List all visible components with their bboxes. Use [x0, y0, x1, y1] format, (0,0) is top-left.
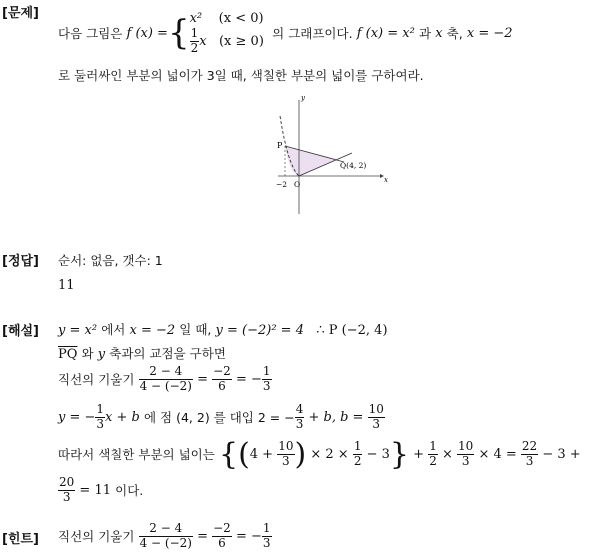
problem-fx: f (x) = [126, 25, 168, 41]
case1-expr: x² [189, 10, 203, 26]
origin-label: O [294, 180, 301, 189]
cases-block [190, 11, 264, 56]
problem-x-neg2: x = −2 [466, 25, 513, 41]
shaded-region [285, 146, 338, 176]
problem-x: x [435, 25, 443, 41]
neg2-label: −2 [276, 180, 288, 189]
graph-figure [268, 90, 392, 218]
problem-header: [문제] [2, 6, 39, 21]
problem-line-2: 로 둘러싸인 부분의 넓이가 3일 때, 색칠한 부분의 넓이를 구하여라. [58, 68, 424, 83]
answer-header: [정답] [2, 254, 39, 269]
solution-header: [해설] [2, 324, 39, 339]
solution-line-6: $\frac{20}{3}$ = 11 이다. [59, 474, 144, 504]
solution-line-4: y = − $\frac{1}{3}$ x + b 에 점 (4, 2) 를 대입 2 = − $\frac{4}{3}$ + b, b = $\frac{10}{3}$ [58, 401, 384, 431]
solution-line-5: 따라서 색칠한 부분의 넓이는 { ( 4 + $\frac{10}{3}$ ) × 2 × $\frac{1}{2}$ − 3 } + $\frac{1}{2}$ × $\frac{10}{3}$ × 4 = $\frac{22}{3}$ − 3 + [58, 436, 581, 472]
hint-header: [힌트] [2, 532, 39, 547]
case1-cond: (x < 0) [218, 10, 264, 26]
problem-text-f: 축, [446, 26, 463, 41]
answer-value: 11 [58, 278, 75, 293]
hint-line: 직선의 기울기 $\frac{2 - 4}{4 - (-2)}$ = $\frac{-2}{6}$ = − $\frac{1}{3}$ [58, 520, 271, 550]
case2-var: x [199, 33, 207, 49]
segment-pq: $\overline{PQ}$ [58, 347, 78, 362]
cases-brace: { [167, 13, 190, 53]
problem-text-a: 다음 그림은 [58, 26, 123, 41]
solution-line-3: 직선의 기울기 $\frac{2 - 4}{4 - (-2)}$ = $\frac{-2}{6}$ = − $\frac{1}{3}$ [58, 363, 271, 393]
case2-frac: $\frac{1}{2}$ [190, 25, 199, 55]
point-p-label: P [277, 141, 283, 150]
problem-fx2: f (x) = x² [356, 25, 415, 41]
problem-text-d: 과 [418, 26, 432, 41]
solution-line-1: y = x² 에서 x = −2 일 때, y = (−2)² = 4 ∴ P (−2, 4) [58, 322, 388, 338]
answer-line: 순서: 없음, 갯수: 1 [58, 253, 163, 268]
problem-line-1 [58, 5, 513, 61]
solution-line-2: $\overline{PQ}$ 와 y 축과의 교점을 구하면 [58, 346, 226, 362]
case2-cond: (x ≥ 0) [218, 33, 264, 49]
point-q-label: Q(4, 2) [340, 161, 367, 170]
x-axis-label: x [384, 176, 388, 184]
problem-text-b: 의 그래프이다. [272, 26, 353, 41]
y-axis-label: y [301, 94, 305, 102]
